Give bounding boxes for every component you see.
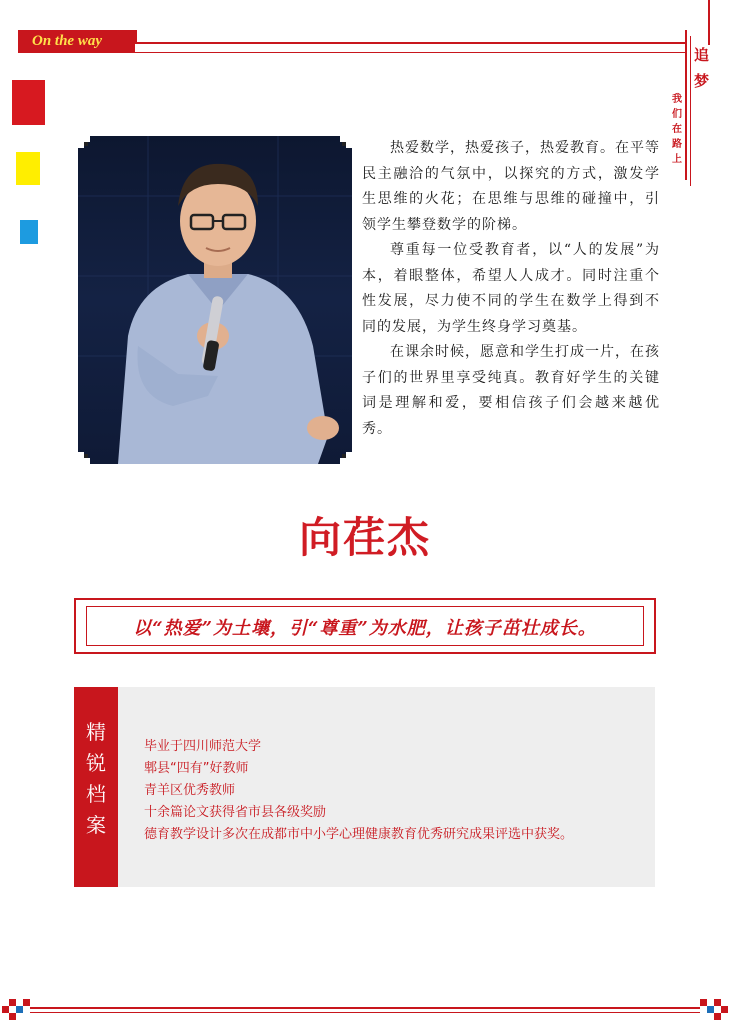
intro-text xyxy=(362,136,660,442)
profile-label-char: 精 xyxy=(86,720,106,744)
profile-label-char: 档 xyxy=(86,782,106,806)
side-title: 追梦 xyxy=(694,46,710,90)
header-divider xyxy=(18,52,685,53)
motto-frame xyxy=(74,598,656,654)
decor-block-blue xyxy=(20,220,38,244)
profile-item: 毕业于四川师范大学 xyxy=(144,739,262,754)
profile-item: 郫县“四有”好教师 xyxy=(144,761,249,776)
footer-divider xyxy=(26,1012,702,1013)
motto-text: 以“热爱”为土壤，引“尊重”为水肥，让孩子茁壮成长。 xyxy=(133,618,597,639)
profile-item: 德育教学设计多次在成都市中小学心理健康教育优秀研究成果评选中获奖。 xyxy=(144,827,574,842)
profile-list xyxy=(144,736,573,846)
intro-paragraph: 尊重每一位受教育者，以“人的发展”为本，着眼整体，希望人人成才。同时注重个性发展，尽力使不同的学生在数学上得到不同的发展，为学生终身学习奠基。 xyxy=(362,242,660,335)
profile-label xyxy=(74,687,118,887)
footer-ornament-left xyxy=(2,992,30,1020)
decor-block-red xyxy=(12,80,45,125)
footer-divider xyxy=(26,1007,702,1009)
profile-item: 青羊区优秀教师 xyxy=(144,783,236,798)
corner-rule xyxy=(690,36,691,186)
header-divider xyxy=(135,42,685,44)
corner-rule xyxy=(685,30,687,180)
profile-label-char: 案 xyxy=(86,813,106,837)
corner-rule xyxy=(708,0,710,45)
intro-paragraph: 热爱数学，热爱孩子，热爱教育。在平等民主融洽的气氛中，以探究的方式，激发学生思维的火花；在思维与思维的碰撞中，引领学生攀登数学的阶梯。 xyxy=(362,140,660,233)
profile-panel xyxy=(118,687,655,887)
profile-item: 十余篇论文获得省市县各级奖励 xyxy=(144,805,327,820)
footer-ornament-right xyxy=(700,992,728,1020)
teacher-photo xyxy=(78,136,352,464)
side-subtitle: 我们在路上 xyxy=(672,94,682,165)
header-badge: On the way xyxy=(18,30,135,52)
teacher-figure xyxy=(78,136,352,464)
teacher-name: 向荏杰 xyxy=(298,513,431,562)
decor-block-yellow xyxy=(16,152,40,185)
intro-paragraph: 在课余时候，愿意和学生打成一片，在孩子们的世界里享受纯真。教育好学生的关键词是理解和爱，要相信孩子们会越来越优秀。 xyxy=(362,344,660,437)
profile-label-char: 锐 xyxy=(86,751,106,775)
